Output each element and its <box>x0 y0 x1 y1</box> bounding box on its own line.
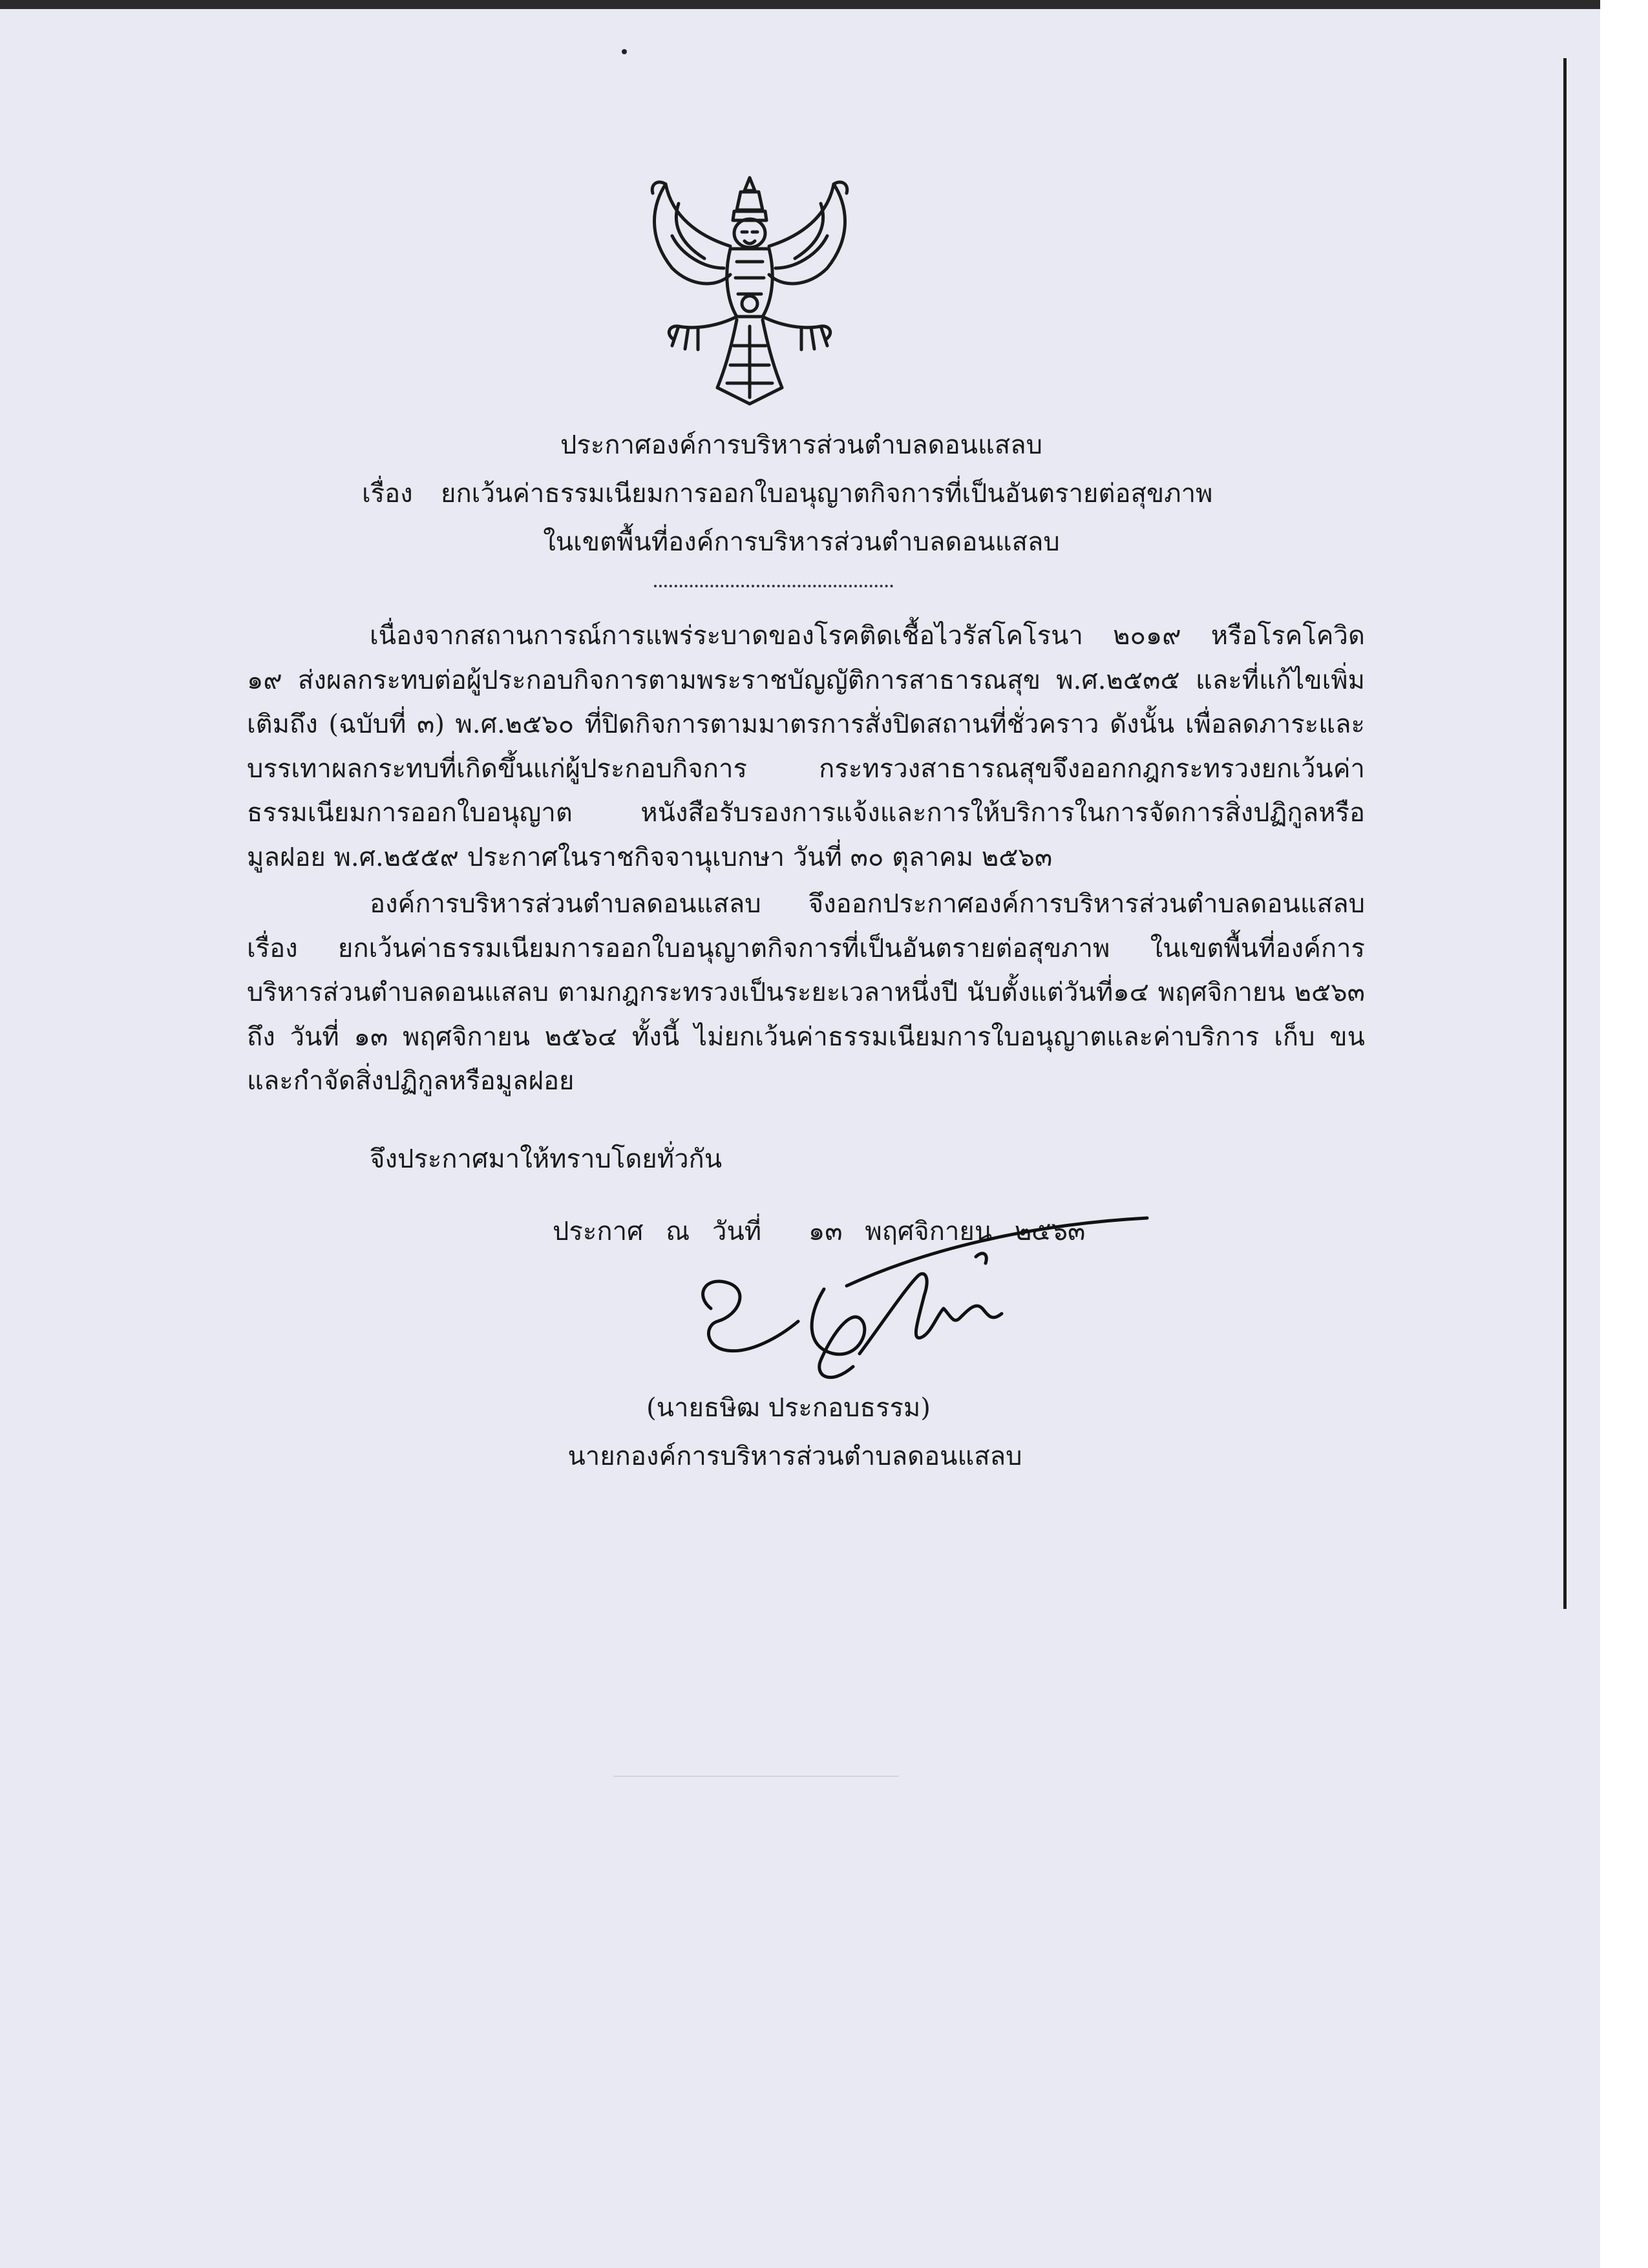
body-paragraph-1: เนื่องจากสถานการณ์การแพร่ระบาดของโรคติดเชื้อไวรัสโคโรนา ๒๐๑๙ หรือโรคโควิด ๑๙ ส่งผลกระทบต่อผู้ประกอบกิจการตามพระราชบัญญัติการสาธารณสุข พ.ศ.๒๕๓๕ และที่แก้ไขเพิ่มเติมถึง (ฉบับที่ ๓) พ.ศ.๒๕๖๐ ที่ปิดกิจการตามมาตรการสั่งปิดสถานที่ชั่วคราว ดังนั้น เพื่อลดภาระและบรรเทาผลกระทบที่เกิดขึ้นแก่ผู้ประกอบกิจการ กระทรวงสาธารณสุขจึงออกกฎกระทรวงยกเว้นค่าธรรมเนียมการออกใบอนุญาต หนังสือรับรองการแจ้งและการให้บริการในการจัดการสิ่งปฏิกูลหรือมูลฝอย พ.ศ.๒๕๕๙ ประกาศในราชกิจจานุเบกษา วันที่ ๓๐ ตุลาคม ๒๕๖๓ <box>247 621 1365 872</box>
body-paragraph-2: องค์การบริหารส่วนตำบลดอนแสลบ จึงออกประกาศองค์การบริหารส่วนตำบลดอนแสลบ เรื่อง ยกเว้นค่าธรรมเนียมการออกใบอนุญาตกิจการที่เป็นอันตรายต่อสุขภาพ ในเขตพื้นที่องค์การบริหารส่วนตำบลดอนแสลบ ตามกฎกระทรวงเป็นระยะเวลาหนึ่งปี นับตั้งแต่วันที่๑๔ พฤศจิกายน ๒๕๖๓ ถึง วันที่ ๑๓ พฤศจิกายน ๒๕๖๔ ทั้งนี้ ไม่ยกเว้นค่าธรรมเนียมการใบอนุญาตและค่าบริการ เก็บ ขน และกำจัดสิ่งปฏิกูลหรือมูลฝอย <box>247 889 1365 1096</box>
announcement-area: ในเขตพื้นที่องค์การบริหารส่วนตำบลดอนแสลบ <box>543 527 1060 557</box>
scan-faint-line <box>614 1776 898 1777</box>
date-day: ๑๓ <box>808 1217 843 1246</box>
date-prefix: ประกาศ <box>553 1217 644 1246</box>
signer-name: (นายธษิฒ ประกอบธรรม) <box>646 1393 931 1423</box>
garuda-emblem-icon <box>633 165 866 410</box>
handwritten-signature <box>666 1212 1157 1399</box>
closing-statement: จึงประกาศมาให้ทราบโดยทั่วกัน <box>370 1144 723 1174</box>
subject-text: ยกเว้นค่าธรรมเนียมการออกใบอนุญาตกิจการที่เป็นอันตรายต่อสุขภาพ <box>441 479 1213 509</box>
subject-label: เรื่อง <box>362 479 413 509</box>
date-day-label: วันที่ <box>712 1217 762 1246</box>
scan-top-edge <box>0 0 1600 9</box>
date-year: ๒๕๖๓ <box>1014 1217 1086 1246</box>
scan-right-edge-line <box>1563 58 1567 1609</box>
scan-speck <box>622 49 627 54</box>
signer-position: นายกองค์การบริหารส่วนตำบลดอนแสลบ <box>567 1442 1022 1471</box>
dotted-separator <box>654 585 893 587</box>
scan-margin <box>1600 0 1648 2268</box>
date-month: พฤศจิกายน <box>865 1217 993 1246</box>
date-at: ณ <box>666 1217 690 1246</box>
announcement-subject <box>362 472 1212 516</box>
announcement-title: ประกาศองค์การบริหารส่วนตำบลดอนแสลบ <box>560 430 1043 460</box>
